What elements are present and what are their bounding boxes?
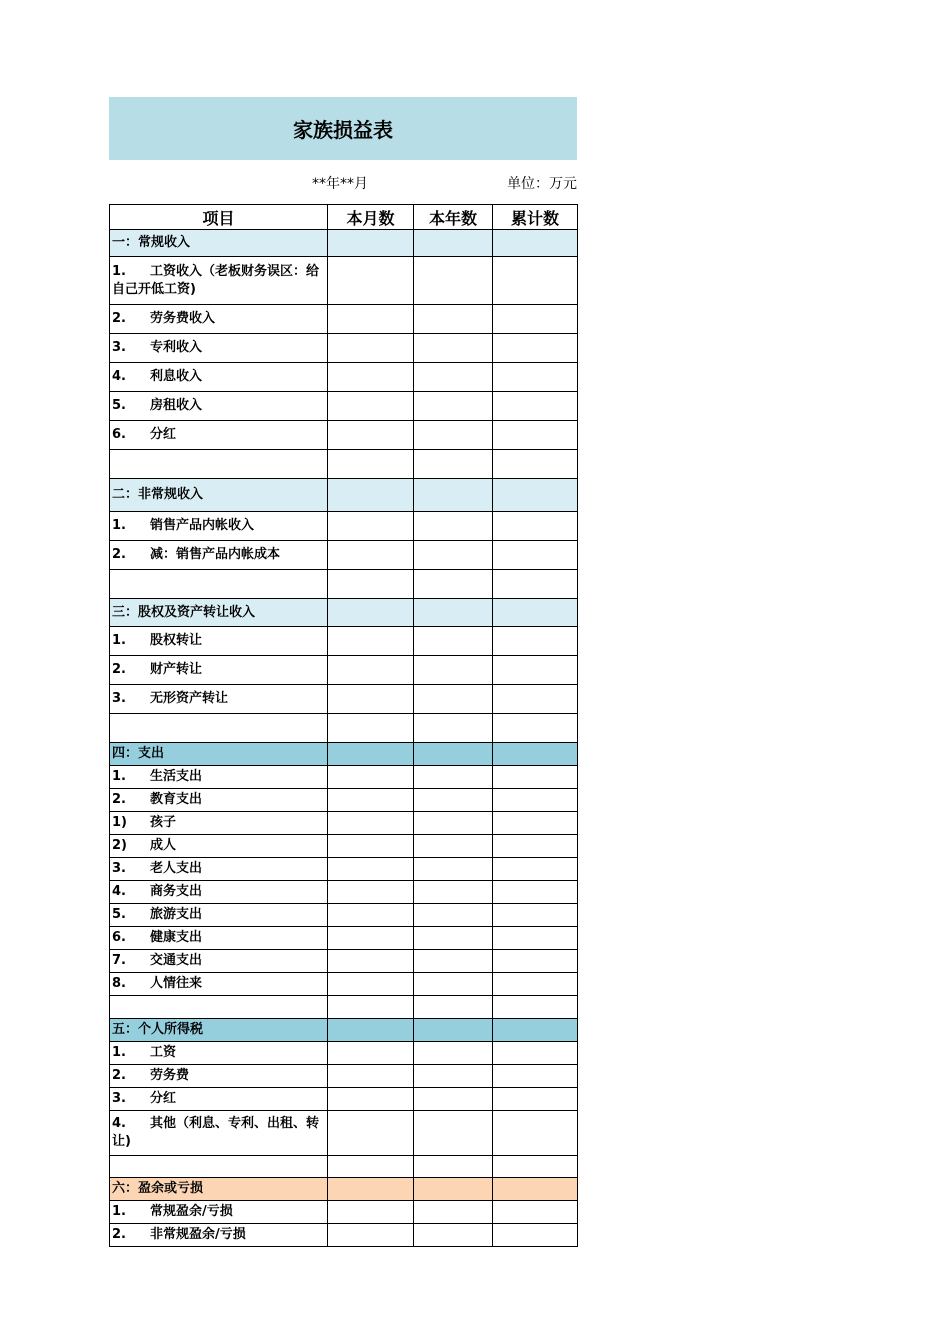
value-cell[interactable] bbox=[328, 305, 414, 334]
blank-cell bbox=[110, 714, 328, 743]
line-item-label bbox=[110, 257, 328, 305]
line-item-text: 利息收入 bbox=[150, 369, 203, 384]
value-cell[interactable] bbox=[328, 570, 414, 599]
line-item-label bbox=[110, 950, 328, 973]
value-cell[interactable] bbox=[493, 766, 578, 789]
line-item-number: 4. bbox=[112, 369, 126, 384]
blank-cell bbox=[110, 570, 328, 599]
value-cell[interactable] bbox=[493, 714, 578, 743]
unit-label: 单位：万元 bbox=[507, 176, 577, 192]
value-cell[interactable] bbox=[493, 479, 578, 512]
value-cell[interactable] bbox=[328, 996, 414, 1019]
line-item-number: 5. bbox=[112, 907, 126, 922]
line-item-number: 2) bbox=[112, 838, 127, 853]
section-row bbox=[110, 599, 578, 627]
line-item-row bbox=[110, 1201, 578, 1224]
line-item-number: 8. bbox=[112, 976, 126, 991]
line-item-label bbox=[110, 512, 328, 541]
line-item-label bbox=[110, 541, 328, 570]
line-item-text: 财产转让 bbox=[150, 662, 203, 677]
line-item-text: 专利收入 bbox=[150, 340, 203, 355]
section-label: 六：盈余或亏损 bbox=[110, 1178, 328, 1201]
line-item-label bbox=[110, 685, 328, 714]
line-item-label bbox=[110, 927, 328, 950]
value-cell[interactable] bbox=[328, 450, 414, 479]
value-cell[interactable] bbox=[414, 835, 493, 858]
line-item-text: 房租收入 bbox=[150, 398, 203, 413]
value-cell[interactable] bbox=[493, 392, 578, 421]
section-label: 二：非常规收入 bbox=[110, 479, 328, 512]
value-cell[interactable] bbox=[414, 996, 493, 1019]
value-cell[interactable] bbox=[414, 421, 493, 450]
value-cell[interactable] bbox=[328, 835, 414, 858]
line-item-number: 3. bbox=[112, 691, 126, 706]
value-cell[interactable] bbox=[414, 789, 493, 812]
section-row bbox=[110, 1178, 578, 1201]
line-item-number: 1. bbox=[112, 1045, 126, 1060]
line-item-text: 生活支出 bbox=[150, 769, 203, 784]
value-cell[interactable] bbox=[493, 904, 578, 927]
line-item-label bbox=[110, 835, 328, 858]
value-cell[interactable] bbox=[414, 1019, 493, 1042]
line-item-row bbox=[110, 1065, 578, 1088]
line-item-label bbox=[110, 1201, 328, 1224]
value-cell[interactable] bbox=[328, 789, 414, 812]
line-item-text: 人情往来 bbox=[150, 976, 203, 991]
line-item-row bbox=[110, 421, 578, 450]
line-item-row bbox=[110, 950, 578, 973]
line-item-number: 1. bbox=[112, 769, 126, 784]
blank-row bbox=[110, 1156, 578, 1178]
line-item-row bbox=[110, 1224, 578, 1247]
value-cell[interactable] bbox=[328, 1201, 414, 1224]
line-item-row bbox=[110, 766, 578, 789]
line-item-row bbox=[110, 812, 578, 835]
line-item-number: 4. bbox=[112, 884, 126, 899]
line-item-row bbox=[110, 685, 578, 714]
line-item-number: 1) bbox=[112, 815, 127, 830]
section-label: 一：常规收入 bbox=[110, 230, 328, 257]
value-cell[interactable] bbox=[493, 334, 578, 363]
blank-cell bbox=[110, 450, 328, 479]
line-item-text: 老人支出 bbox=[150, 861, 203, 876]
period-label: **年**月 bbox=[312, 176, 368, 192]
value-cell[interactable] bbox=[414, 1065, 493, 1088]
value-cell[interactable] bbox=[328, 479, 414, 512]
value-cell[interactable] bbox=[493, 789, 578, 812]
value-cell[interactable] bbox=[414, 599, 493, 627]
value-cell[interactable] bbox=[493, 421, 578, 450]
value-cell[interactable] bbox=[328, 1178, 414, 1201]
line-item-row bbox=[110, 656, 578, 685]
line-item-number: 2. bbox=[112, 792, 126, 807]
value-cell[interactable] bbox=[328, 1156, 414, 1178]
line-item-row bbox=[110, 1111, 578, 1156]
header-row bbox=[110, 205, 578, 230]
value-cell[interactable] bbox=[328, 421, 414, 450]
value-cell[interactable] bbox=[493, 257, 578, 305]
line-item-text: 分红 bbox=[150, 1091, 177, 1106]
value-cell[interactable] bbox=[414, 1178, 493, 1201]
value-cell[interactable] bbox=[328, 858, 414, 881]
value-cell[interactable] bbox=[328, 973, 414, 996]
line-item-text: 工资 bbox=[150, 1045, 177, 1060]
blank-row bbox=[110, 570, 578, 599]
value-cell[interactable] bbox=[414, 230, 493, 257]
value-cell[interactable] bbox=[493, 858, 578, 881]
value-cell[interactable] bbox=[414, 1156, 493, 1178]
line-item-label bbox=[110, 881, 328, 904]
header-year: 本年数 bbox=[414, 205, 493, 230]
value-cell[interactable] bbox=[414, 334, 493, 363]
value-cell[interactable] bbox=[493, 1065, 578, 1088]
value-cell[interactable] bbox=[493, 950, 578, 973]
value-cell[interactable] bbox=[493, 881, 578, 904]
value-cell[interactable] bbox=[414, 392, 493, 421]
line-item-label bbox=[110, 627, 328, 656]
line-item-text: 旅游支出 bbox=[150, 907, 203, 922]
value-cell[interactable] bbox=[414, 541, 493, 570]
value-cell[interactable] bbox=[328, 257, 414, 305]
value-cell[interactable] bbox=[493, 927, 578, 950]
blank-row bbox=[110, 450, 578, 479]
value-cell[interactable] bbox=[328, 685, 414, 714]
line-item-text: 商务支出 bbox=[150, 884, 203, 899]
value-cell[interactable] bbox=[414, 714, 493, 743]
line-item-row bbox=[110, 789, 578, 812]
value-cell[interactable] bbox=[493, 996, 578, 1019]
header-month: 本月数 bbox=[328, 205, 414, 230]
line-item-label bbox=[110, 1042, 328, 1065]
line-item-number: 5. bbox=[112, 398, 126, 413]
line-item-label bbox=[110, 1224, 328, 1247]
value-cell[interactable] bbox=[493, 541, 578, 570]
line-item-text: 股权转让 bbox=[150, 633, 203, 648]
section-label: 三：股权及资产转让收入 bbox=[110, 599, 328, 627]
value-cell[interactable] bbox=[414, 363, 493, 392]
page-title: 家族损益表 bbox=[293, 118, 393, 142]
line-item-text: 交通支出 bbox=[150, 953, 203, 968]
line-item-label bbox=[110, 973, 328, 996]
value-cell[interactable] bbox=[328, 627, 414, 656]
value-cell[interactable] bbox=[493, 305, 578, 334]
line-item-number: 1. bbox=[112, 633, 126, 648]
value-cell[interactable] bbox=[414, 305, 493, 334]
line-item-text: 劳务费收入 bbox=[150, 311, 216, 326]
value-cell[interactable] bbox=[414, 812, 493, 835]
line-item-row bbox=[110, 973, 578, 996]
value-cell[interactable] bbox=[414, 950, 493, 973]
value-cell[interactable] bbox=[414, 766, 493, 789]
value-cell[interactable] bbox=[414, 627, 493, 656]
value-cell[interactable] bbox=[328, 334, 414, 363]
value-cell[interactable] bbox=[414, 1088, 493, 1111]
value-cell[interactable] bbox=[328, 541, 414, 570]
title-banner bbox=[109, 97, 577, 160]
value-cell[interactable] bbox=[493, 1156, 578, 1178]
line-item-label bbox=[110, 858, 328, 881]
line-item-row bbox=[110, 904, 578, 927]
line-item-number: 1. bbox=[112, 1204, 126, 1219]
line-item-label bbox=[110, 904, 328, 927]
line-item-text: 分红 bbox=[150, 427, 177, 442]
blank-row bbox=[110, 996, 578, 1019]
value-cell[interactable] bbox=[328, 1111, 414, 1156]
value-cell[interactable] bbox=[493, 1201, 578, 1224]
line-item-row bbox=[110, 835, 578, 858]
line-item-text: 常规盈余/亏损 bbox=[150, 1204, 233, 1219]
line-item-label bbox=[110, 656, 328, 685]
value-cell[interactable] bbox=[493, 1178, 578, 1201]
line-item-text: 工资收入（老板财务误区：给自己开低工资) bbox=[112, 263, 320, 297]
line-item-row bbox=[110, 927, 578, 950]
value-cell[interactable] bbox=[493, 230, 578, 257]
line-item-label bbox=[110, 392, 328, 421]
line-item-row bbox=[110, 512, 578, 541]
value-cell[interactable] bbox=[414, 479, 493, 512]
line-item-number: 1. bbox=[112, 263, 126, 279]
line-item-label bbox=[110, 421, 328, 450]
value-cell[interactable] bbox=[414, 656, 493, 685]
line-item-text: 无形资产转让 bbox=[150, 691, 229, 706]
line-item-text: 孩子 bbox=[150, 815, 177, 830]
line-item-row bbox=[110, 257, 578, 305]
value-cell[interactable] bbox=[493, 1042, 578, 1065]
value-cell[interactable] bbox=[493, 1088, 578, 1111]
value-cell[interactable] bbox=[493, 1019, 578, 1042]
line-item-label bbox=[110, 766, 328, 789]
line-item-number: 6. bbox=[112, 930, 126, 945]
income-statement-table bbox=[109, 204, 578, 1247]
value-cell[interactable] bbox=[328, 927, 414, 950]
value-cell[interactable] bbox=[328, 1042, 414, 1065]
line-item-label bbox=[110, 1088, 328, 1111]
line-item-row bbox=[110, 541, 578, 570]
line-item-row bbox=[110, 363, 578, 392]
line-item-row bbox=[110, 627, 578, 656]
line-item-text: 销售产品内帐收入 bbox=[150, 518, 255, 533]
value-cell[interactable] bbox=[493, 973, 578, 996]
value-cell[interactable] bbox=[493, 512, 578, 541]
value-cell[interactable] bbox=[414, 1201, 493, 1224]
value-cell[interactable] bbox=[493, 1224, 578, 1247]
line-item-number: 2. bbox=[112, 1227, 126, 1242]
line-item-text: 减：销售产品内帐成本 bbox=[150, 547, 281, 562]
line-item-row bbox=[110, 334, 578, 363]
value-cell[interactable] bbox=[328, 766, 414, 789]
value-cell[interactable] bbox=[493, 835, 578, 858]
value-cell[interactable] bbox=[414, 450, 493, 479]
value-cell[interactable] bbox=[493, 599, 578, 627]
line-item-text: 非常规盈余/亏损 bbox=[150, 1227, 246, 1242]
line-item-row bbox=[110, 881, 578, 904]
value-cell[interactable] bbox=[328, 714, 414, 743]
value-cell[interactable] bbox=[328, 656, 414, 685]
line-item-row bbox=[110, 392, 578, 421]
line-item-text: 劳务费 bbox=[150, 1068, 190, 1083]
line-item-number: 6. bbox=[112, 427, 126, 442]
line-item-number: 7. bbox=[112, 953, 126, 968]
line-item-label bbox=[110, 789, 328, 812]
value-cell[interactable] bbox=[493, 363, 578, 392]
line-item-row bbox=[110, 1088, 578, 1111]
value-cell[interactable] bbox=[328, 1088, 414, 1111]
value-cell[interactable] bbox=[414, 1111, 493, 1156]
value-cell[interactable] bbox=[414, 1042, 493, 1065]
section-row bbox=[110, 743, 578, 766]
line-item-text: 教育支出 bbox=[150, 792, 203, 807]
section-row bbox=[110, 230, 578, 257]
blank-cell bbox=[110, 1156, 328, 1178]
value-cell[interactable] bbox=[328, 392, 414, 421]
value-cell[interactable] bbox=[493, 685, 578, 714]
value-cell[interactable] bbox=[414, 881, 493, 904]
line-item-text: 其他（利息、专利、出租、转让) bbox=[112, 1116, 320, 1149]
value-cell[interactable] bbox=[328, 881, 414, 904]
header-cumulative: 累计数 bbox=[493, 205, 578, 230]
value-cell[interactable] bbox=[414, 743, 493, 766]
value-cell[interactable] bbox=[414, 512, 493, 541]
value-cell[interactable] bbox=[493, 570, 578, 599]
value-cell[interactable] bbox=[414, 904, 493, 927]
value-cell[interactable] bbox=[414, 927, 493, 950]
line-item-row bbox=[110, 1042, 578, 1065]
value-cell[interactable] bbox=[493, 743, 578, 766]
value-cell[interactable] bbox=[328, 1224, 414, 1247]
value-cell[interactable] bbox=[414, 973, 493, 996]
value-cell[interactable] bbox=[414, 858, 493, 881]
value-cell[interactable] bbox=[493, 1111, 578, 1156]
value-cell[interactable] bbox=[493, 627, 578, 656]
value-cell[interactable] bbox=[414, 1224, 493, 1247]
section-label: 四：支出 bbox=[110, 743, 328, 766]
section-row bbox=[110, 1019, 578, 1042]
section-label: 五：个人所得税 bbox=[110, 1019, 328, 1042]
value-cell[interactable] bbox=[328, 512, 414, 541]
value-cell[interactable] bbox=[328, 230, 414, 257]
value-cell[interactable] bbox=[328, 743, 414, 766]
line-item-label bbox=[110, 1065, 328, 1088]
value-cell[interactable] bbox=[328, 812, 414, 835]
value-cell[interactable] bbox=[328, 599, 414, 627]
line-item-row bbox=[110, 858, 578, 881]
blank-row bbox=[110, 714, 578, 743]
line-item-row bbox=[110, 305, 578, 334]
line-item-label bbox=[110, 1111, 328, 1156]
value-cell[interactable] bbox=[414, 570, 493, 599]
value-cell[interactable] bbox=[493, 812, 578, 835]
value-cell[interactable] bbox=[328, 904, 414, 927]
value-cell[interactable] bbox=[414, 685, 493, 714]
value-cell[interactable] bbox=[493, 450, 578, 479]
header-item: 项目 bbox=[110, 205, 328, 230]
line-item-number: 2. bbox=[112, 547, 126, 562]
blank-cell bbox=[110, 996, 328, 1019]
line-item-number: 3. bbox=[112, 340, 126, 355]
line-item-label bbox=[110, 812, 328, 835]
line-item-number: 3. bbox=[112, 1091, 126, 1106]
value-cell[interactable] bbox=[328, 1065, 414, 1088]
value-cell[interactable] bbox=[328, 1019, 414, 1042]
value-cell[interactable] bbox=[328, 950, 414, 973]
line-item-number: 2. bbox=[112, 311, 126, 326]
section-row bbox=[110, 479, 578, 512]
line-item-text: 健康支出 bbox=[150, 930, 203, 945]
line-item-number: 1. bbox=[112, 518, 126, 533]
value-cell[interactable] bbox=[493, 656, 578, 685]
line-item-number: 2. bbox=[112, 1068, 126, 1083]
line-item-number: 2. bbox=[112, 662, 126, 677]
line-item-text: 成人 bbox=[150, 838, 177, 853]
line-item-label bbox=[110, 363, 328, 392]
value-cell[interactable] bbox=[328, 363, 414, 392]
line-item-label bbox=[110, 334, 328, 363]
line-item-number: 4. bbox=[112, 1116, 126, 1131]
value-cell[interactable] bbox=[414, 257, 493, 305]
line-item-label bbox=[110, 305, 328, 334]
line-item-number: 3. bbox=[112, 861, 126, 876]
